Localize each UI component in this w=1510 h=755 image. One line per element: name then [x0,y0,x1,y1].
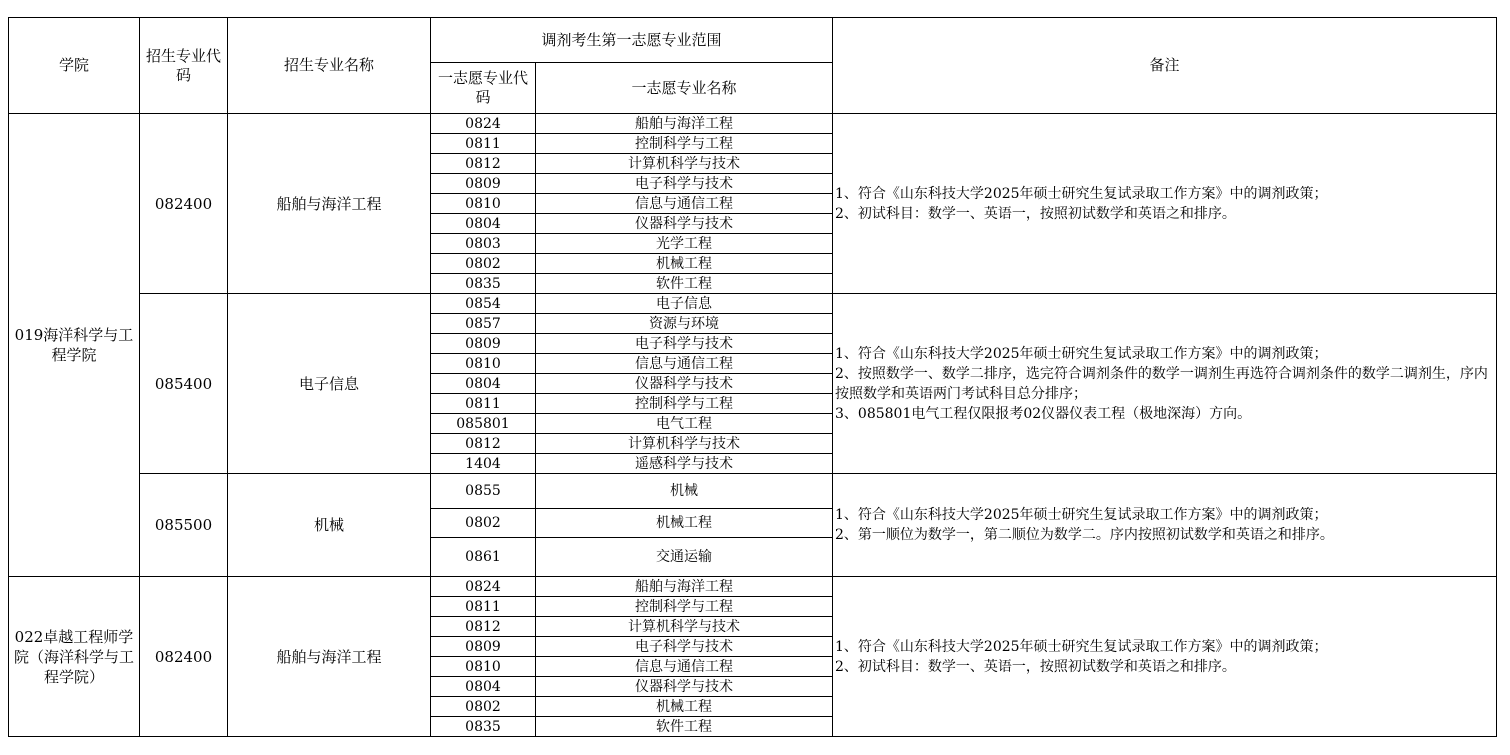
table-body [9,114,1497,737]
first-choice-name-cell: 电子科学与技术 [536,637,833,657]
header-college: 学院 [9,18,140,114]
first-choice-code-cell: 0810 [431,657,536,677]
remarks-cell: 1、符合《山东科技大学2025年硕士研究生复试录取工作方案》中的调剂政策； 2、按照数学一、数学二排序，选完符合调剂条件的数学一调剂生再选符合调剂条件的数学二调剂生，序内按照数学和英语两门考试科目总分排序； 3、085801电气工程仅限报考02仪器仪表工程（极地深海）方向。 [833,294,1497,474]
table-row [9,294,1497,314]
first-choice-code-cell: 0802 [431,254,536,274]
first-choice-name-cell: 资源与环境 [536,314,833,334]
header-first-code: 一志愿专业代码 [431,63,536,114]
first-choice-code-cell: 0804 [431,374,536,394]
first-choice-name-cell: 信息与通信工程 [536,657,833,677]
first-choice-name-cell: 控制科学与工程 [536,394,833,414]
adjustment-table [8,17,1497,737]
first-choice-code-cell: 0812 [431,154,536,174]
first-choice-code-cell: 0809 [431,637,536,657]
first-choice-code-cell: 0809 [431,334,536,354]
header-major-code: 招生专业代码 [140,18,228,114]
first-choice-code-cell: 0803 [431,234,536,254]
first-choice-code-cell: 0811 [431,597,536,617]
first-choice-code-cell: 0810 [431,354,536,374]
first-choice-code-cell: 085801 [431,414,536,434]
major-code-cell: 082400 [140,577,228,737]
first-choice-code-cell: 0809 [431,174,536,194]
table-row [9,474,1497,509]
first-choice-code-cell: 0812 [431,434,536,454]
first-choice-name-cell: 控制科学与工程 [536,597,833,617]
first-choice-code-cell: 0855 [431,474,536,509]
first-choice-code-cell: 1404 [431,454,536,474]
first-choice-code-cell: 0802 [431,697,536,717]
first-choice-name-cell: 机械工程 [536,254,833,274]
first-choice-code-cell: 0835 [431,274,536,294]
first-choice-name-cell: 遥感科学与技术 [536,454,833,474]
first-choice-name-cell: 信息与通信工程 [536,194,833,214]
remarks-cell: 1、符合《山东科技大学2025年硕士研究生复试录取工作方案》中的调剂政策； 2、初试科目：数学一、英语一，按照初试数学和英语之和排序。 [833,577,1497,737]
first-choice-name-cell: 计算机科学与技术 [536,154,833,174]
first-choice-code-cell: 0857 [431,314,536,334]
first-choice-name-cell: 计算机科学与技术 [536,434,833,454]
college-cell: 019海洋科学与工程学院 [9,114,140,577]
table-row [9,577,1497,597]
first-choice-name-cell: 仪器科学与技术 [536,214,833,234]
major-name-cell: 电子信息 [228,294,431,474]
first-choice-name-cell: 交通运输 [536,538,833,577]
remarks-cell: 1、符合《山东科技大学2025年硕士研究生复试录取工作方案》中的调剂政策； 2、初试科目：数学一、英语一，按照初试数学和英语之和排序。 [833,114,1497,294]
first-choice-name-cell: 电子科学与技术 [536,334,833,354]
first-choice-code-cell: 0824 [431,114,536,134]
first-choice-name-cell: 电子信息 [536,294,833,314]
first-choice-name-cell: 电气工程 [536,414,833,434]
first-choice-name-cell: 机械 [536,474,833,509]
major-name-cell: 机械 [228,474,431,577]
table-row [9,114,1497,134]
first-choice-name-cell: 仪器科学与技术 [536,677,833,697]
college-cell: 022卓越工程师学院（海洋科学与工程学院） [9,577,140,737]
first-choice-code-cell: 0802 [431,509,536,538]
first-choice-name-cell: 信息与通信工程 [536,354,833,374]
first-choice-code-cell: 0804 [431,677,536,697]
first-choice-name-cell: 计算机科学与技术 [536,617,833,637]
header-range: 调剂考生第一志愿专业范围 [431,18,833,63]
first-choice-name-cell: 软件工程 [536,274,833,294]
first-choice-name-cell: 电子科学与技术 [536,174,833,194]
first-choice-code-cell: 0812 [431,617,536,637]
first-choice-name-cell: 软件工程 [536,717,833,737]
first-choice-name-cell: 机械工程 [536,697,833,717]
header-remarks: 备注 [833,18,1497,114]
major-name-cell: 船舶与海洋工程 [228,577,431,737]
first-choice-code-cell: 0811 [431,394,536,414]
first-choice-name-cell: 船舶与海洋工程 [536,577,833,597]
first-choice-name-cell: 仪器科学与技术 [536,374,833,394]
first-choice-name-cell: 船舶与海洋工程 [536,114,833,134]
first-choice-name-cell: 光学工程 [536,234,833,254]
remarks-cell: 1、符合《山东科技大学2025年硕士研究生复试录取工作方案》中的调剂政策； 2、第一顺位为数学一，第二顺位为数学二。序内按照初试数学和英语之和排序。 [833,474,1497,577]
major-name-cell: 船舶与海洋工程 [228,114,431,294]
first-choice-code-cell: 0811 [431,134,536,154]
first-choice-code-cell: 0804 [431,214,536,234]
first-choice-code-cell: 0835 [431,717,536,737]
first-choice-name-cell: 控制科学与工程 [536,134,833,154]
major-code-cell: 085400 [140,294,228,474]
first-choice-code-cell: 0861 [431,538,536,577]
first-choice-code-cell: 0810 [431,194,536,214]
first-choice-name-cell: 机械工程 [536,509,833,538]
first-choice-code-cell: 0824 [431,577,536,597]
major-code-cell: 085500 [140,474,228,577]
first-choice-code-cell: 0854 [431,294,536,314]
header-first-name: 一志愿专业名称 [536,63,833,114]
major-code-cell: 082400 [140,114,228,294]
header-major-name: 招生专业名称 [228,18,431,114]
